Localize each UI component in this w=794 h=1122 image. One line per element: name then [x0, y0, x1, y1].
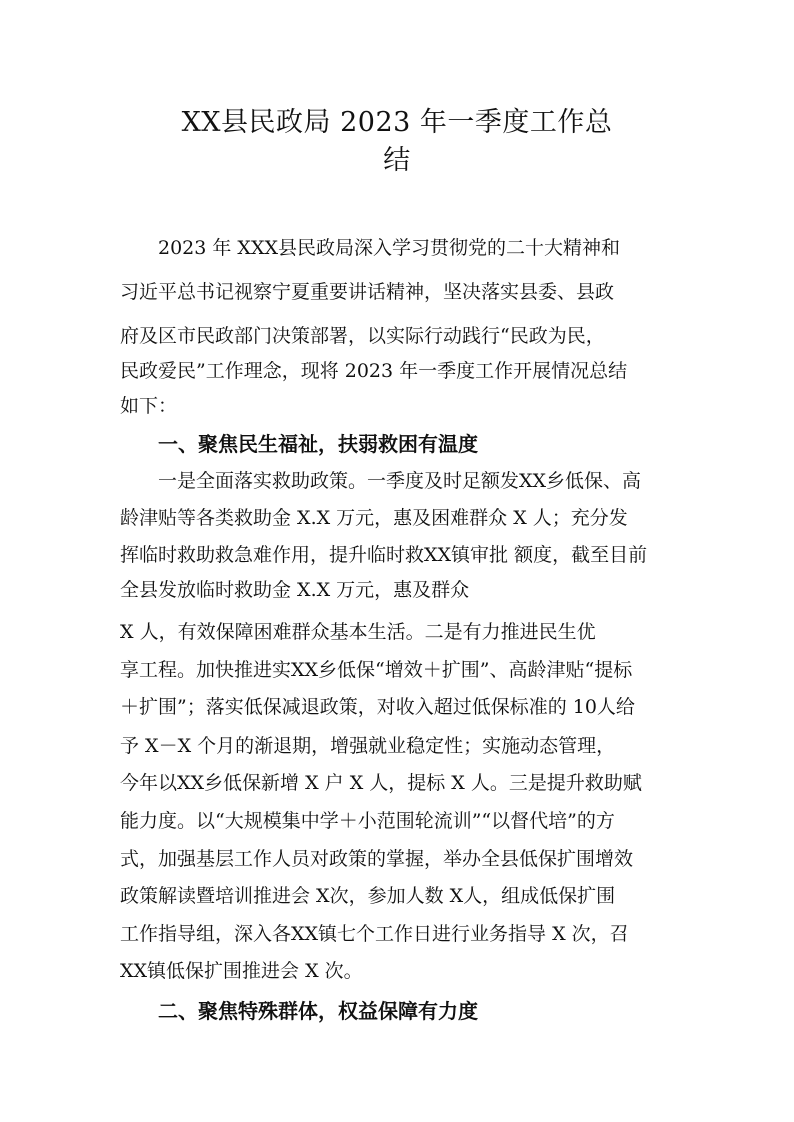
document-title-line-1: XX县民政局 2023 年一季度工作总: [181, 107, 613, 138]
section-1-paragraph-line: 全县发放临时救助金 X.X 万元，惠及群众: [120, 579, 470, 601]
section-1-paragraph-line: 今年以XX乡低保新增 X 户 X 人，提标 X 人。三是提升救助赋: [120, 772, 642, 794]
intro-paragraph-line: 如下：: [120, 395, 178, 417]
section-1-paragraph-line: 享工程。加快推进实XX乡低保“增效＋扩围”、高龄津贴“提标: [120, 659, 633, 681]
intro-paragraph-line: 2023 年 XXX县民政局深入学习贯彻党的二十大精神和: [158, 237, 621, 259]
section-1-paragraph-line: 工作指导组，深入各XX镇七个工作日进行业务指导 X 次，召: [120, 923, 629, 945]
intro-paragraph-line: 府及区市民政部门决策部署，以实际行动践行“民政为民，: [120, 325, 605, 347]
section-heading-2: 二、聚焦特殊群体，权益保障有力度: [158, 999, 478, 1023]
section-1-paragraph-line: 政策解读暨培训推进会 X次，参加人数 X人，组成低保扩围: [120, 885, 616, 907]
section-1-paragraph-line: 一是全面落实救助政策。一季度及时足额发XX乡低保、高: [158, 470, 642, 492]
document-title-line-2: 结: [383, 145, 411, 176]
section-1-paragraph-line: X 人，有效保障困难群众基本生活。二是有力推进民生优: [120, 621, 596, 643]
section-1-paragraph-line: 挥临时救助救急难作用，提升临时救XX镇审批 额度，截至目前: [120, 544, 648, 566]
section-1-paragraph-line: 能力度。以“大规模集中学＋小范围轮流训”“以督代培”的方: [120, 810, 615, 832]
intro-paragraph-line: 民政爱民”工作理念，现将 2023 年一季度工作开展情况总结: [120, 360, 628, 382]
intro-paragraph-line: 习近平总书记视察宁夏重要讲话精神，坚决落实县委、县政: [120, 281, 615, 303]
section-heading-1: 一、聚焦民生福祉，扶弱救困有温度: [158, 432, 478, 456]
section-1-paragraph-line: 予 X－X 个月的渐退期，增强就业稳定性；实施动态管理，: [120, 735, 616, 757]
section-1-paragraph-line: 式，加强基层工作人员对政策的掌握，举办全县低保扩围增效: [120, 848, 634, 870]
section-1-paragraph-line: ＋扩围”；落实低保减退政策，对收入超过低保标准的 10人给: [120, 696, 635, 718]
section-1-paragraph-line: XX镇低保扩围推进会 X 次。: [120, 960, 363, 982]
section-1-paragraph-line: 龄津贴等各类救助金 X.X 万元，惠及困难群众 X 人；充分发: [120, 507, 628, 529]
